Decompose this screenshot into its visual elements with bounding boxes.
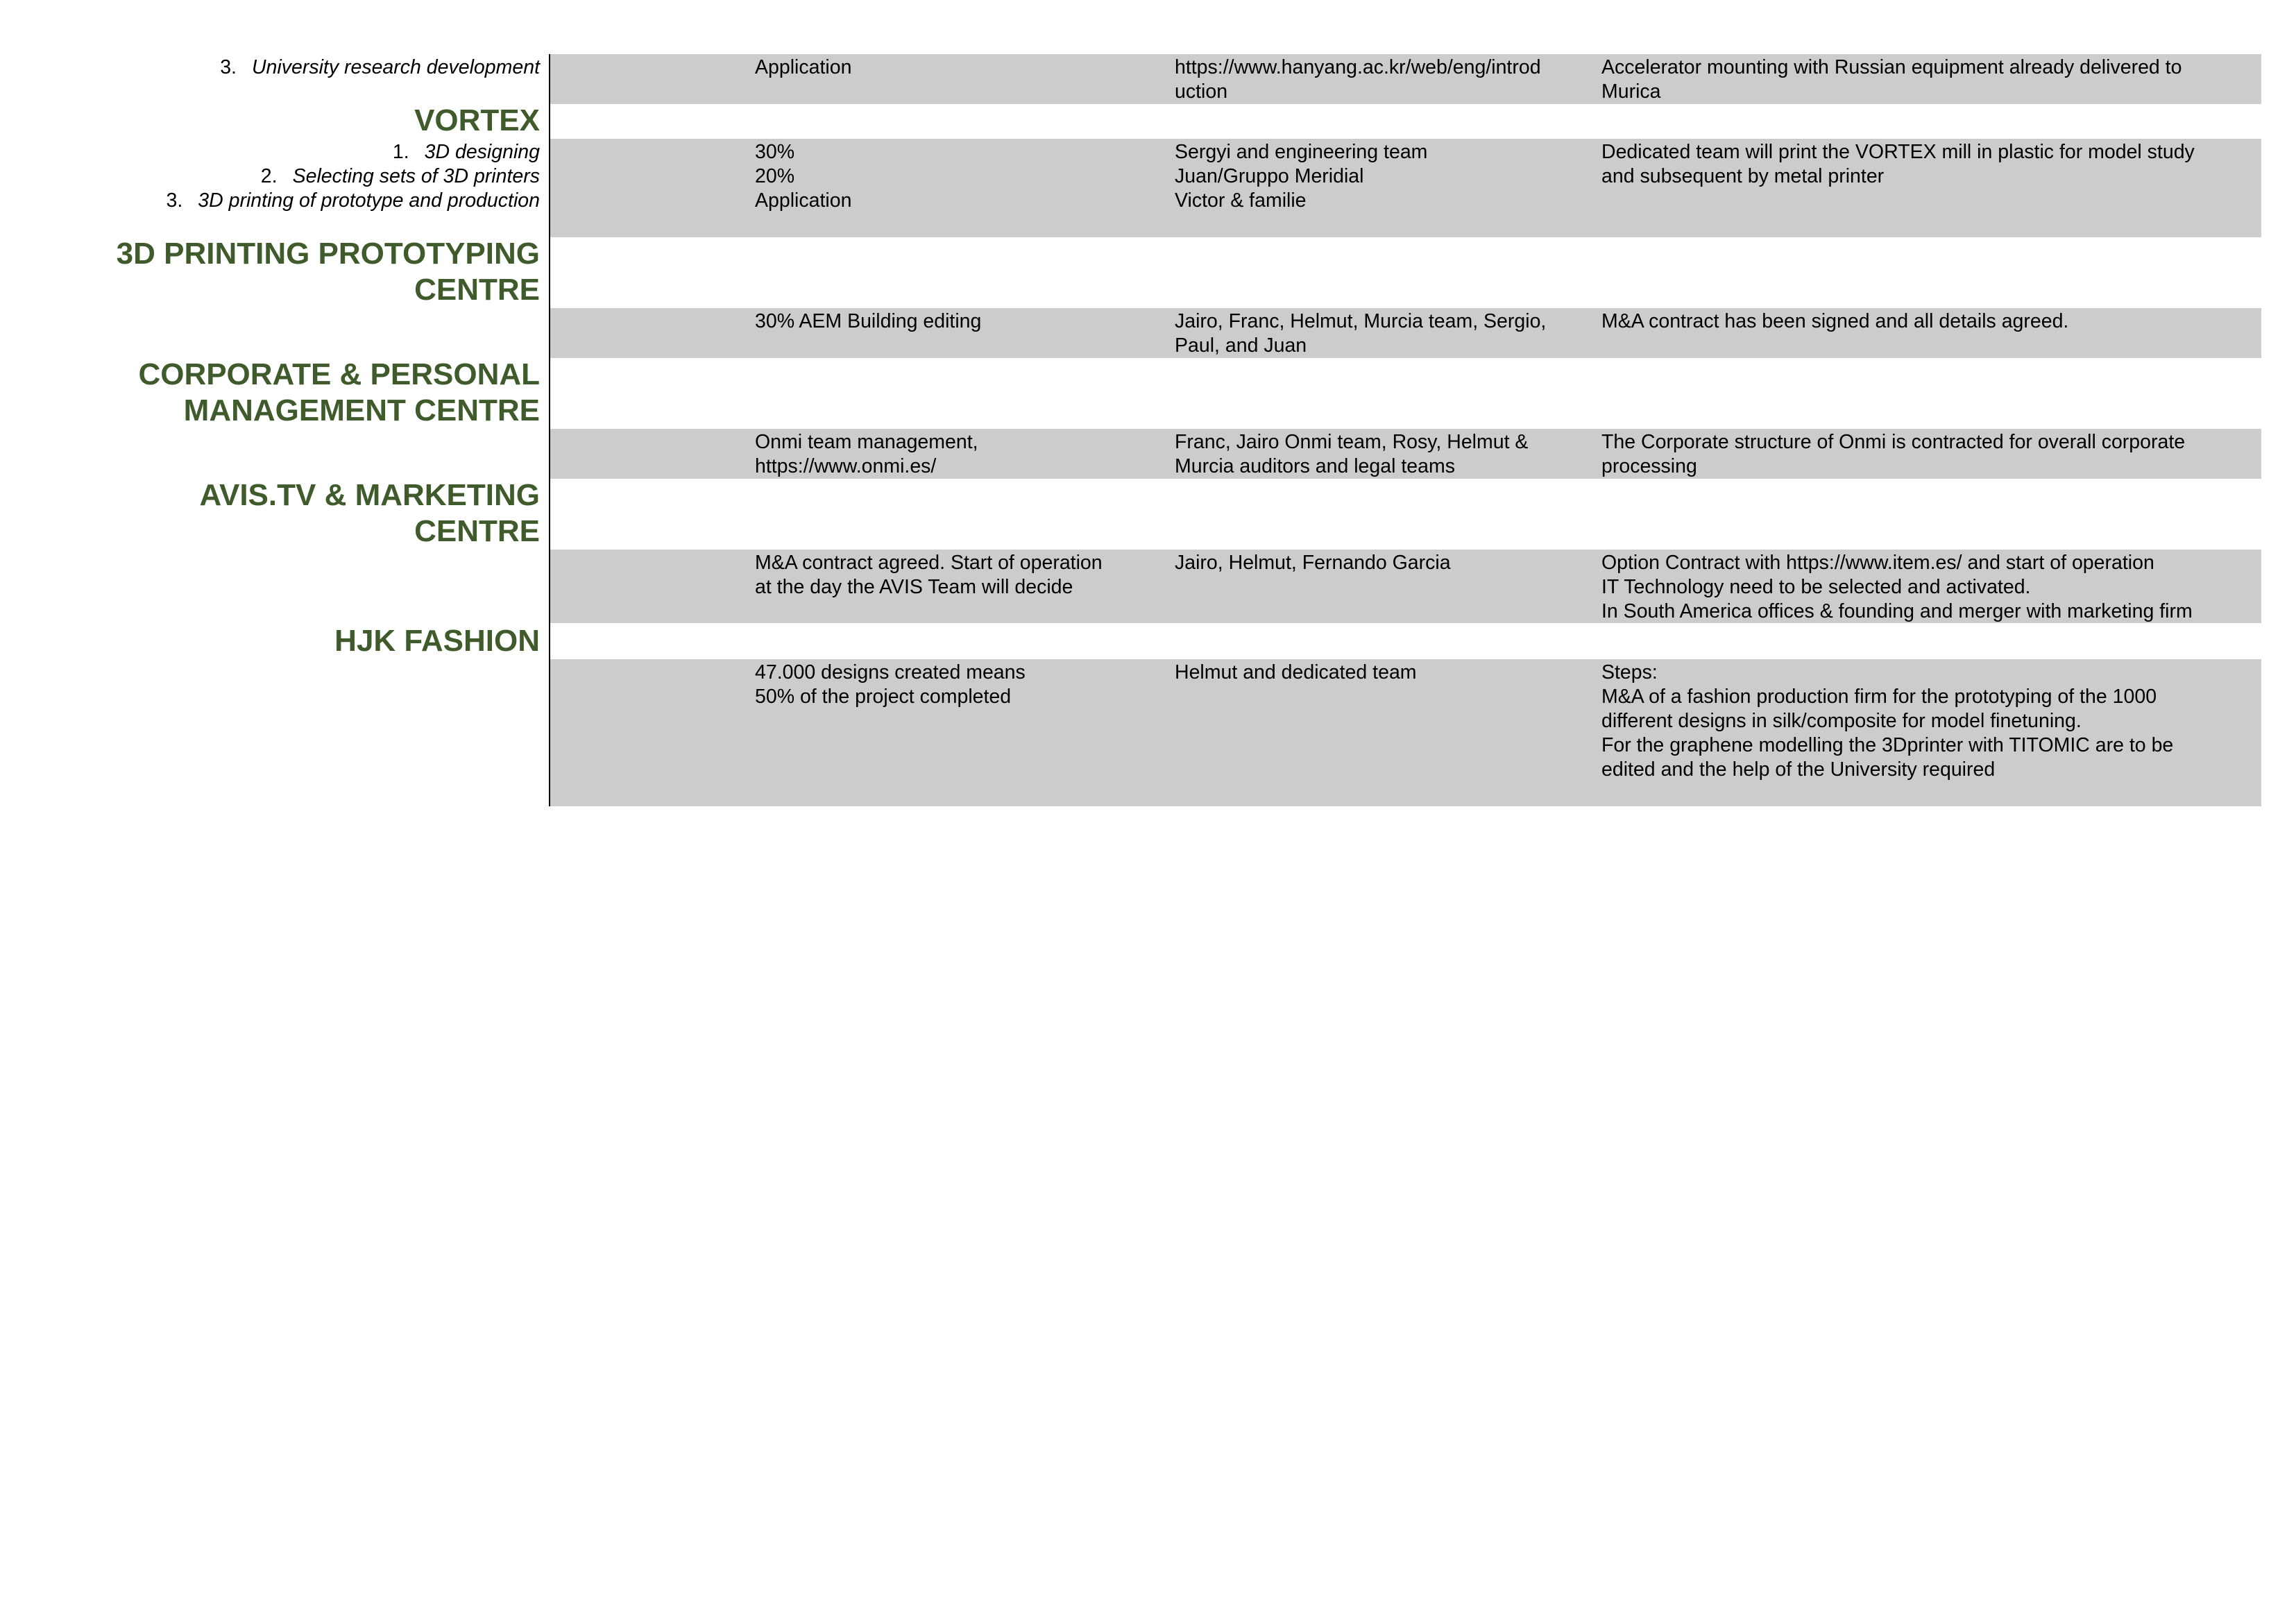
university-status: Application: [755, 56, 852, 78]
avis-team: Jairo, Helmut, Fernando Garcia: [1175, 552, 1451, 574]
corporate-notes: The Corporate structure of Onmi is contracted for overall corporate processing: [1601, 431, 2186, 477]
heading-hjk-fashion: HJK FASHION: [334, 624, 540, 658]
corporate-team: Franc, Jairo Onmi team, Rosy, Helmut & Murcia auditors and legal teams: [1175, 431, 1529, 477]
list-item-university-research: 3. University research development: [220, 56, 540, 78]
printing-notes: M&A contract has been signed and all details agreed.: [1601, 310, 2069, 332]
corporate-status: Onmi team management, https://www.onmi.es/: [755, 431, 978, 477]
university-link[interactable]: https://www.hanyang.ac.kr/web/eng/introd uction: [1175, 56, 1541, 103]
vortex-status: 30% 20% Application: [755, 141, 852, 212]
vortex-team: Sergyi and engineering team Juan/Gruppo Meridial Victor & familie: [1175, 141, 1428, 212]
fashion-team: Helmut and dedicated team: [1175, 661, 1417, 683]
fashion-notes: Steps: M&A of a fashion production firm for the prototyping of the 1000 different designs in silk/composite for model finetuning. For the graphene modelling the 3Dprinter with TITOMIC are to be edited and the help of the University required: [1601, 661, 2174, 781]
avis-status: M&A contract agreed. Start of operation at the day the AVIS Team will decide: [755, 552, 1103, 598]
list-item-selecting-printers: 2. Selecting sets of 3D printers: [260, 165, 540, 187]
printing-status: 30% AEM Building editing: [755, 310, 982, 332]
university-notes: Accelerator mounting with Russian equipment already delivered to Murica: [1601, 56, 2182, 103]
vortex-notes: Dedicated team will print the VORTEX mill in plastic for model study and subsequent by metal printer: [1601, 141, 2195, 187]
heading-3d-printing-centre: 3D PRINTING PROTOTYPING CENTRE: [116, 237, 540, 307]
avis-notes: Option Contract with https://www.item.es/ and start of operation IT Technology need to be selected and activated. In South America offices & founding and merger with marketing firm: [1601, 552, 2193, 622]
fashion-status: 47.000 designs created means 50% of the project completed: [755, 661, 1026, 708]
list-item-3d-designing: 1. 3D designing: [392, 141, 540, 163]
heading-vortex: VORTEX: [414, 103, 540, 137]
list-item-3d-printing-prototype: 3. 3D printing of prototype and production: [166, 189, 540, 212]
heading-corporate-centre: CORPORATE & PERSONAL MANAGEMENT CENTRE: [138, 357, 540, 427]
printing-team: Jairo, Franc, Helmut, Murcia team, Sergio, Paul, and Juan: [1175, 310, 1547, 357]
heading-avis-centre: AVIS.TV & MARKETING CENTRE: [199, 478, 540, 548]
